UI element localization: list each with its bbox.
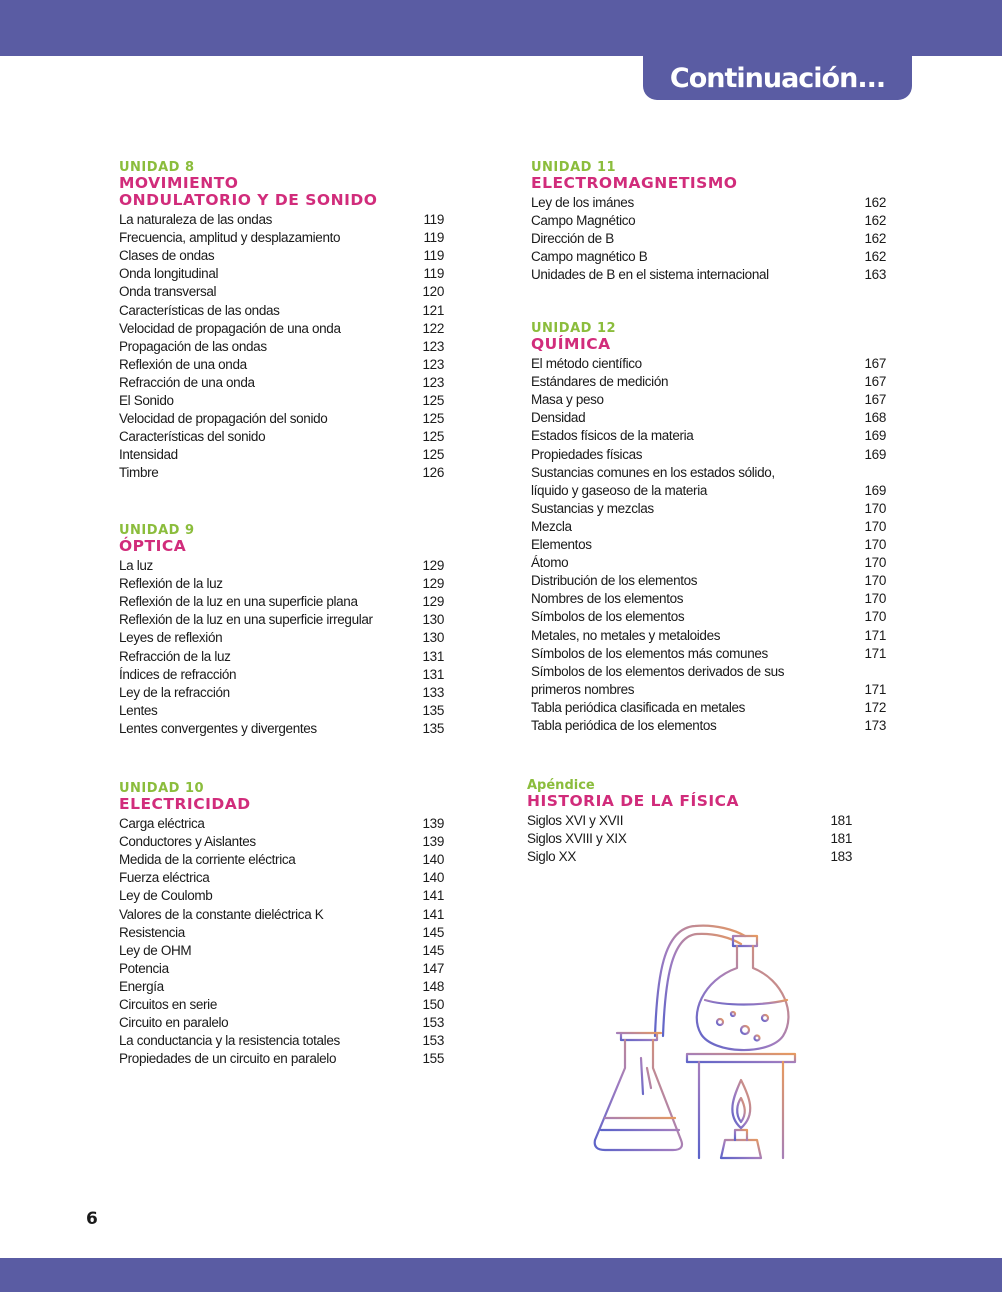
entry-page: 170: [864, 518, 886, 534]
entry-page: 131: [422, 666, 444, 682]
toc-section: [119, 523, 444, 737]
entry-title: Fuerza eléctrica: [119, 870, 210, 886]
toc-entry: [119, 337, 444, 355]
entry-title: Velocidad de propagación de una onda: [119, 320, 341, 336]
entry-page: 168: [864, 410, 886, 426]
toc-entry: [119, 282, 444, 300]
entry-page: 125: [422, 447, 444, 463]
entry-page: 123: [422, 338, 444, 354]
entry-title: Siglos XVIII y XIX: [527, 831, 627, 847]
entry-title: Nombres de los elementos: [531, 591, 684, 607]
entry-page: 170: [864, 500, 886, 516]
toc-entry: [119, 868, 444, 886]
toc-entry: [531, 481, 886, 499]
entry-page: 119: [423, 212, 444, 228]
toc-entry: [531, 680, 886, 698]
toc-entry: [119, 923, 444, 941]
entry-title: Átomo: [531, 555, 569, 571]
toc-entry: [119, 977, 444, 995]
unit-title: ELECTROMAGNETISMO: [531, 174, 738, 192]
entry-page: 141: [422, 888, 444, 904]
entry-title: Ley de los imánes: [531, 195, 634, 211]
toc-entry: [527, 847, 852, 865]
toc-entry: [119, 463, 444, 481]
entry-page: 153: [422, 1033, 444, 1049]
entry-page: 167: [864, 392, 886, 408]
entry-page: 170: [864, 609, 886, 625]
entry-page: 125: [422, 429, 444, 445]
entry-page: 167: [864, 374, 886, 390]
page-heading: Continuación...: [669, 62, 886, 94]
entry-page: 141: [422, 906, 444, 922]
toc-entry: [119, 995, 444, 1013]
entry-page: 170: [864, 591, 886, 607]
toc-entry: [119, 246, 444, 264]
entry-title: Distribución de los elementos: [531, 573, 698, 589]
entry-page: 123: [422, 356, 444, 372]
toc-entry: [119, 959, 444, 977]
toc-entry: [531, 716, 886, 734]
toc-entry: [119, 427, 444, 445]
entry-title: Símbolos de los elementos derivados de sus: [531, 663, 785, 679]
entry-title: Frecuencia, amplitud y desplazamiento: [119, 230, 341, 246]
entry-page: 133: [422, 684, 444, 700]
toc-entry: [119, 683, 444, 701]
toc-entry: [119, 719, 444, 737]
entry-page: 162: [864, 231, 886, 247]
toc-section: [531, 160, 886, 283]
toc-entry: [119, 592, 444, 610]
entry-title: Intensidad: [119, 447, 178, 463]
toc-entry: [119, 701, 444, 719]
entry-page: 169: [864, 428, 886, 444]
entry-page: 171: [864, 681, 886, 697]
entry-page: 167: [864, 356, 886, 372]
entry-page: 120: [422, 284, 444, 300]
toc-entry: [119, 264, 444, 282]
entry-page: 123: [422, 374, 444, 390]
unit-title: ELECTRICIDAD: [119, 795, 251, 813]
toc-entry: [531, 408, 886, 426]
entry-title: Características de las ondas: [119, 302, 280, 318]
entry-list: [531, 354, 886, 734]
entry-title: Reflexión de la luz: [119, 576, 223, 592]
toc-entry: [531, 517, 886, 535]
entry-page: 130: [422, 612, 444, 628]
entry-page: 135: [422, 702, 444, 718]
entry-title: Onda longitudinal: [119, 266, 219, 282]
entry-page: 181: [830, 831, 852, 847]
entry-title: Propiedades físicas: [531, 446, 643, 462]
toc-entry: [119, 391, 444, 409]
toc-entry: [531, 444, 886, 462]
toc-entry: [119, 574, 444, 592]
entry-title: Ley de la refracción: [119, 684, 230, 700]
entry-title: La luz: [119, 558, 153, 574]
entry-title: Sustancias comunes en los estados sólido,: [531, 464, 775, 480]
entry-title: Estándares de medición: [531, 374, 669, 390]
entry-page: 135: [422, 720, 444, 736]
toc-entry: [531, 229, 886, 247]
toc-entry: [531, 499, 886, 517]
entry-title: Conductores y Aislantes: [119, 834, 256, 850]
entry-page: 145: [422, 924, 444, 940]
entry-title: Clases de ondas: [119, 248, 215, 264]
entry-page: 162: [864, 249, 886, 265]
toc-entry: [531, 193, 886, 211]
toc-entry: [527, 811, 852, 829]
entry-page: 170: [864, 537, 886, 553]
top-banner: [0, 0, 1002, 56]
toc-entry: [531, 535, 886, 553]
entry-page: 162: [864, 195, 886, 211]
toc-entry: [531, 662, 886, 680]
entry-title: primeros nombres: [531, 681, 635, 697]
toc-entry: [531, 265, 886, 283]
toc-entry: [119, 850, 444, 868]
entry-title: Lentes: [119, 702, 158, 718]
toc-section: [527, 778, 852, 865]
entry-page: 153: [422, 1015, 444, 1031]
entry-title: Siglos XVI y XVII: [527, 813, 624, 829]
entry-title: Características del sonido: [119, 429, 266, 445]
toc-entry: [119, 814, 444, 832]
entry-title: Índices de refracción: [119, 666, 237, 682]
entry-title: Ley de OHM: [119, 942, 192, 958]
toc-entry: [531, 372, 886, 390]
entry-title: Resistencia: [119, 924, 185, 940]
entry-title: Densidad: [531, 410, 586, 426]
entry-title: Tabla periódica clasificada en metales: [531, 699, 746, 715]
entry-list: [527, 811, 852, 865]
unit-title: MOVIMIENTO: [119, 174, 239, 192]
entry-title: Valores de la constante dieléctrica K: [119, 906, 324, 922]
toc-entry: [119, 832, 444, 850]
toc-entry: [531, 644, 886, 662]
entry-title: La naturaleza de las ondas: [119, 212, 273, 228]
entry-list: [119, 210, 444, 481]
entry-title: Ley de Coulomb: [119, 888, 213, 904]
toc-entry: [119, 904, 444, 922]
entry-page: 169: [864, 446, 886, 462]
entry-title: Potencia: [119, 960, 169, 976]
toc-entry: [119, 373, 444, 391]
entry-title: Refracción de una onda: [119, 374, 255, 390]
entry-page: 171: [864, 645, 886, 661]
entry-page: 140: [422, 852, 444, 868]
toc-entry: [531, 211, 886, 229]
entry-page: 129: [422, 558, 444, 574]
entry-page: 181: [830, 813, 852, 829]
entry-title: Onda transversal: [119, 284, 217, 300]
toc-entry: [119, 556, 444, 574]
unit-label: UNIDAD 9: [119, 523, 195, 538]
entry-page: 119: [423, 248, 444, 264]
entry-title: Sustancias y mezclas: [531, 500, 654, 516]
toc-entry: [527, 829, 852, 847]
bottom-banner: [0, 1258, 1002, 1292]
entry-page: 172: [864, 699, 886, 715]
entry-title: Mezcla: [531, 518, 572, 534]
toc-entry: [119, 1031, 444, 1049]
entry-title: Medida de la corriente eléctrica: [119, 852, 296, 868]
entry-page: 162: [864, 213, 886, 229]
toc-section: [119, 781, 444, 1067]
entry-title: Energía: [119, 978, 164, 994]
entry-title: Campo Magnético: [531, 213, 636, 229]
entry-page: 173: [864, 717, 886, 733]
entry-title: La conductancia y la resistencia totales: [119, 1033, 340, 1049]
entry-page: 145: [422, 942, 444, 958]
entry-page: 140: [422, 870, 444, 886]
entry-page: 119: [423, 266, 444, 282]
entry-page: 125: [422, 393, 444, 409]
entry-page: 169: [864, 482, 886, 498]
toc-entry: [119, 886, 444, 904]
unit-title: ÓPTICA: [119, 537, 187, 555]
toc-entry: [531, 354, 886, 372]
entry-title: Lentes convergentes y divergentes: [119, 720, 317, 736]
unit-label: UNIDAD 12: [531, 321, 617, 336]
toc-entry: [531, 589, 886, 607]
entry-title: Circuito en paralelo: [119, 1015, 229, 1031]
toc-entry: [119, 610, 444, 628]
entry-title: Siglo XX: [527, 849, 576, 865]
entry-title: Elementos: [531, 537, 592, 553]
unit-label: UNIDAD 10: [119, 781, 205, 796]
entry-title: Carga eléctrica: [119, 816, 205, 832]
entry-title: Propagación de las ondas: [119, 338, 267, 354]
entry-page: 148: [422, 978, 444, 994]
entry-page: 130: [422, 630, 444, 646]
unit-title: HISTORIA DE LA FÍSICA: [527, 792, 740, 810]
toc-entry: [531, 553, 886, 571]
unit-label: UNIDAD 8: [119, 160, 195, 175]
entry-title: líquido y gaseoso de la materia: [531, 482, 708, 498]
entry-page: 147: [422, 960, 444, 976]
toc-entry: [531, 571, 886, 589]
toc-entry: [531, 607, 886, 625]
unit-title: QUÍMICA: [531, 335, 611, 353]
entry-page: 171: [864, 627, 886, 643]
entry-page: 150: [422, 997, 444, 1013]
entry-list: [531, 193, 886, 283]
entry-page: 163: [864, 267, 886, 283]
toc-entry: [119, 228, 444, 246]
distillation-apparatus-icon: [585, 918, 805, 1168]
entry-page: 129: [422, 594, 444, 610]
toc-entry: [119, 628, 444, 646]
entry-page: 170: [864, 573, 886, 589]
entry-page: 131: [422, 648, 444, 664]
entry-title: El método científico: [531, 356, 642, 372]
unit-label: Apéndice: [527, 778, 595, 793]
toc-entry: [119, 1049, 444, 1067]
unit-title: ONDULATORIO Y DE SONIDO: [119, 191, 378, 209]
toc-entry: [531, 698, 886, 716]
entry-title: Metales, no metales y metaloides: [531, 627, 721, 643]
toc-entry: [531, 390, 886, 408]
entry-page: 125: [422, 411, 444, 427]
entry-title: Unidades de B en el sistema internacional: [531, 267, 769, 283]
entry-page: 119: [423, 230, 444, 246]
entry-page: 170: [864, 555, 886, 571]
entry-title: Masa y peso: [531, 392, 604, 408]
entry-title: Refracción de la luz: [119, 648, 231, 664]
entry-page: 139: [422, 834, 444, 850]
entry-page: 126: [422, 465, 444, 481]
toc-entry: [119, 210, 444, 228]
continuation-tab: [643, 56, 912, 100]
entry-title: Símbolos de los elementos más comunes: [531, 645, 768, 661]
entry-page: 139: [422, 816, 444, 832]
toc-entry: [531, 463, 886, 481]
entry-title: Tabla periódica de los elementos: [531, 717, 717, 733]
entry-title: Leyes de reflexión: [119, 630, 223, 646]
entry-title: Estados físicos de la materia: [531, 428, 694, 444]
entry-title: Reflexión de la luz en una superficie irregular: [119, 612, 373, 628]
entry-list: [119, 814, 444, 1067]
toc-entry: [531, 625, 886, 643]
entry-title: Velocidad de propagación del sonido: [119, 411, 328, 427]
entry-page: 155: [422, 1051, 444, 1067]
unit-label: UNIDAD 11: [531, 160, 617, 175]
entry-title: Reflexión de la luz en una superficie plana: [119, 594, 358, 610]
toc-entry: [119, 445, 444, 463]
entry-title: Propiedades de un circuito en paralelo: [119, 1051, 337, 1067]
toc-entry: [531, 426, 886, 444]
entry-page: 121: [422, 302, 444, 318]
entry-page: 122: [422, 320, 444, 336]
entry-title: Dirección de B: [531, 231, 614, 247]
toc-entry: [119, 319, 444, 337]
toc-entry: [119, 355, 444, 373]
entry-title: Campo magnético B: [531, 249, 648, 265]
toc-entry: [119, 646, 444, 664]
entry-title: Reflexión de una onda: [119, 356, 247, 372]
toc-entry: [119, 409, 444, 427]
entry-page: 183: [830, 849, 852, 865]
toc-section: [119, 160, 444, 481]
toc-section: [531, 321, 886, 734]
toc-entry: [119, 941, 444, 959]
toc-entry: [119, 1013, 444, 1031]
entry-title: El Sonido: [119, 393, 174, 409]
entry-page: 129: [422, 576, 444, 592]
entry-title: Símbolos de los elementos: [531, 609, 685, 625]
entry-title: Circuitos en serie: [119, 997, 217, 1013]
toc-entry: [119, 300, 444, 318]
entry-title: Timbre: [119, 465, 159, 481]
toc-entry: [119, 665, 444, 683]
entry-list: [119, 556, 444, 737]
toc-entry: [531, 247, 886, 265]
page-number: 6: [86, 1209, 98, 1229]
